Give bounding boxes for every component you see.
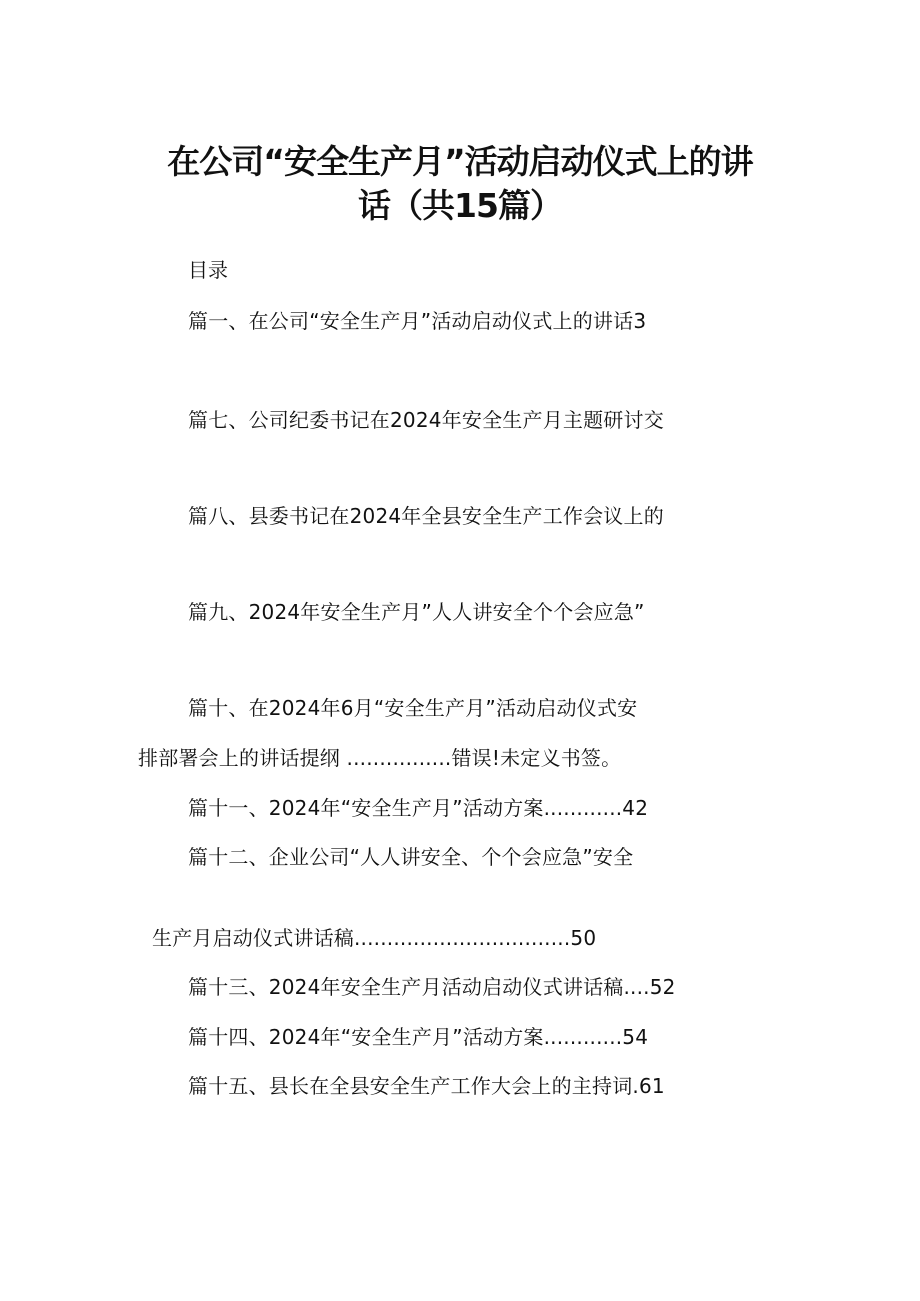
toc-entry-9: 篇九、2024年安全生产月”人人讲安全个个会应急” bbox=[188, 600, 645, 624]
toc-entry-12-continued: 生产月启动仪式讲话稿.................................50 bbox=[152, 926, 597, 950]
toc-entry-10-continued: 排部署会上的讲话提纲 ................错误!未定义书签。 bbox=[138, 746, 622, 770]
document-title-line-1: 在公司“安全生产月”活动启动仪式上的讲 bbox=[167, 142, 753, 181]
toc-heading: 目录 bbox=[188, 258, 228, 282]
toc-entry-11: 篇十一、2024年“安全生产月”活动方案............42 bbox=[188, 796, 649, 820]
toc-entry-14: 篇十四、2024年“安全生产月”活动方案............54 bbox=[188, 1025, 649, 1049]
document-title-line-2: 话（共15篇） bbox=[358, 186, 562, 225]
toc-entry-1: 篇一、在公司“安全生产月”活动启动仪式上的讲话3 bbox=[188, 309, 647, 333]
toc-entry-15: 篇十五、县长在全县安全生产工作大会上的主持词.61 bbox=[188, 1074, 665, 1098]
toc-entry-10: 篇十、在2024年6月“安全生产月”活动启动仪式安 bbox=[188, 696, 638, 720]
toc-entry-12: 篇十二、企业公司“人人讲安全、个个会应急”安全 bbox=[188, 845, 634, 869]
toc-entry-8: 篇八、县委书记在2024年全县安全生产工作会议上的 bbox=[188, 504, 664, 528]
toc-entry-7: 篇七、公司纪委书记在2024年安全生产月主题研讨交 bbox=[188, 408, 664, 432]
toc-entry-13: 篇十三、2024年安全生产月活动启动仪式讲话稿....52 bbox=[188, 975, 676, 999]
